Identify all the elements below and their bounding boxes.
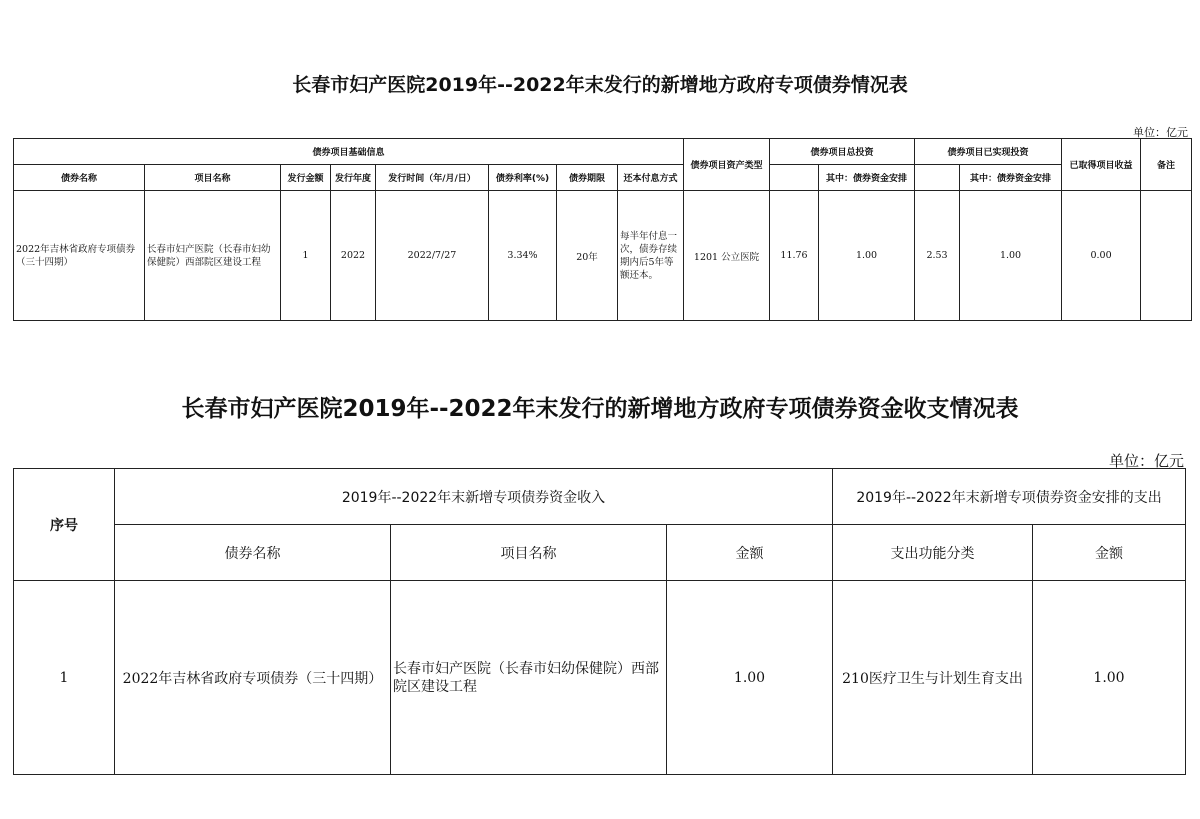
header-project-name: 项目名称	[391, 525, 667, 581]
header-interest-rate: 债券利率(%)	[489, 165, 557, 191]
cell-seq: 1	[14, 581, 115, 775]
cell-bond-name: 2022年吉林省政府专项债券（三十四期）	[115, 581, 391, 775]
cell-issue-date: 2022/7/27	[376, 191, 489, 321]
header-realized-blank	[915, 165, 960, 191]
cell-income: 0.00	[1062, 191, 1141, 321]
cell-project-name: 长春市妇产医院（长春市妇幼保健院）西部院区建设工程	[391, 581, 667, 775]
header-amount: 金额	[667, 525, 833, 581]
bond-funds-table	[13, 468, 1186, 775]
cell-realized-of-which: 1.00	[960, 191, 1062, 321]
cell-asset-type: 1201 公立医院	[684, 191, 770, 321]
cell-issue-amount: 1	[281, 191, 331, 321]
cell-repayment-method: 每半年付息一次，债券存续期内后5年等额还本。	[618, 191, 684, 321]
cell-function-class: 210医疗卫生与计划生育支出	[833, 581, 1033, 775]
header-expense-group: 2019年--2022年末新增专项债券资金安排的支出	[833, 469, 1186, 525]
header-expense-amount: 金额	[1033, 525, 1186, 581]
cell-total-investment: 11.76	[770, 191, 819, 321]
header-realized-investment: 债券项目已实现投资	[915, 139, 1062, 165]
header-function-class: 支出功能分类	[833, 525, 1033, 581]
cell-total-of-which: 1.00	[819, 191, 915, 321]
bond-issuance-table	[13, 138, 1192, 321]
header-issue-amount: 发行金额	[281, 165, 331, 191]
table1-title: 长春市妇产医院2019年--2022年末发行的新增地方政府专项债券情况表	[292, 74, 908, 96]
header-asset-type: 债券项目资产类型	[684, 139, 770, 191]
header-bond-name: 债券名称	[115, 525, 391, 581]
header-total-investment: 债券项目总投资	[770, 139, 915, 165]
header-income: 已取得项目收益	[1062, 139, 1141, 191]
table-row	[14, 191, 1192, 321]
header-basic-info: 债券项目基础信息	[14, 139, 684, 165]
header-total-of-which: 其中：债券资金安排	[819, 165, 915, 191]
table-row	[14, 581, 1186, 775]
header-issue-date: 发行时间（年/月/日）	[376, 165, 489, 191]
cell-interest-rate: 3.34%	[489, 191, 557, 321]
header-repayment-method: 还本付息方式	[618, 165, 684, 191]
table1-unit: 单位：亿元	[1133, 126, 1188, 139]
cell-issue-year: 2022	[331, 191, 376, 321]
header-issue-year: 发行年度	[331, 165, 376, 191]
header-seq: 序号	[14, 469, 115, 581]
header-term: 债券期限	[557, 165, 618, 191]
cell-realized-investment: 2.53	[915, 191, 960, 321]
table2-unit: 单位：亿元	[1108, 452, 1184, 470]
header-total-blank	[770, 165, 819, 191]
header-income-group: 2019年--2022年末新增专项债券资金收入	[115, 469, 833, 525]
cell-bond-name: 2022年吉林省政府专项债券（三十四期）	[14, 191, 145, 321]
cell-remark	[1141, 191, 1192, 321]
cell-amount: 1.00	[667, 581, 833, 775]
header-project-name: 项目名称	[145, 165, 281, 191]
header-bond-name: 债券名称	[14, 165, 145, 191]
cell-expense-amount: 1.00	[1033, 581, 1186, 775]
cell-term: 20年	[557, 191, 618, 321]
cell-project-name: 长春市妇产医院（长春市妇幼保健院）西部院区建设工程	[145, 191, 281, 321]
table2-title: 长春市妇产医院2019年--2022年末发行的新增地方政府专项债券资金收支情况表	[181, 396, 1019, 422]
header-remark: 备注	[1141, 139, 1192, 191]
header-realized-of-which: 其中：债券资金安排	[960, 165, 1062, 191]
